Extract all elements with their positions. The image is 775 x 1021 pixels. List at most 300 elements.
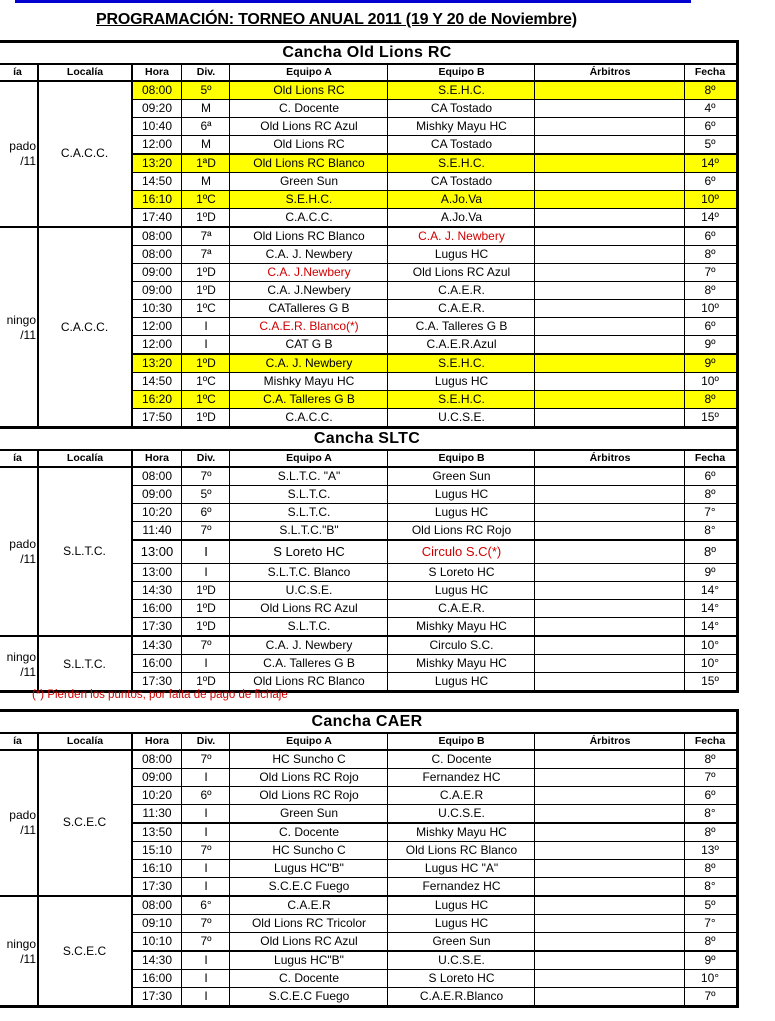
table-row <box>133 521 736 539</box>
cell-b: U.C.S.E. <box>438 410 485 424</box>
cell-fecha: 6º <box>704 229 716 243</box>
cell-fecha: 10° <box>700 971 720 985</box>
cell-hora: 11:40 <box>142 523 172 537</box>
table-row <box>133 877 736 895</box>
day-block <box>0 895 736 1005</box>
cell-fecha: 6º <box>704 788 716 802</box>
header-divider <box>37 451 39 466</box>
header-divider <box>181 65 182 80</box>
cell-a: Old Lions RC Rojo <box>259 770 359 784</box>
cell-div: 7º <box>200 843 212 857</box>
cell-fecha: 8° <box>704 523 716 537</box>
header-divider <box>229 451 230 466</box>
table-row <box>133 190 736 208</box>
cell-div: M <box>201 101 211 115</box>
column-divider <box>387 751 388 1005</box>
table-row <box>133 932 736 950</box>
locality-label: C.A.C.C. <box>60 146 109 160</box>
cell-fecha: 13º <box>701 843 719 857</box>
court-section-sltc <box>0 426 739 693</box>
day-label-line: /11 <box>20 552 36 566</box>
day-label <box>0 139 36 169</box>
header-equipo_b: Equipo B <box>438 735 485 747</box>
cell-b: Lugus HC <box>434 674 489 688</box>
header-divider <box>684 451 685 466</box>
cell-hora: 11:30 <box>142 806 172 820</box>
cell-a: S.L.T.C. <box>287 487 331 501</box>
header-divider <box>534 65 535 80</box>
court-section-old-lions <box>0 40 739 429</box>
cell-b: Lugus HC <box>434 374 489 388</box>
cell-hora: 09:00 <box>141 283 173 297</box>
header-fecha: Fecha <box>694 735 726 747</box>
table-row <box>133 969 736 987</box>
cell-hora: 17:30 <box>141 619 173 633</box>
cell-a: Old Lions RC <box>273 83 345 97</box>
cell-div: I <box>204 565 208 579</box>
cell-a: C.A.E.R. Blanco(*) <box>259 319 359 333</box>
header-divider <box>229 65 230 80</box>
column-divider <box>37 82 39 426</box>
cell-a: Green Sun <box>279 806 339 820</box>
header-fecha: Fecha <box>694 66 726 78</box>
cell-fecha: 10º <box>701 192 719 206</box>
cell-div: I <box>204 337 208 351</box>
cell-fecha: 8º <box>704 487 716 501</box>
cell-fecha: 9º <box>704 337 716 351</box>
cell-b: S Loreto HC <box>428 565 495 579</box>
court-title: Cancha Old Lions RC <box>0 43 736 65</box>
cell-a: CAT G B <box>285 337 333 351</box>
header-divider <box>229 734 230 749</box>
day-label-line: pado <box>9 139 36 153</box>
cell-b: Mishky Mayu HC <box>416 619 507 633</box>
cell-div: 1ºD <box>196 265 216 279</box>
cell-hora: 13:20 <box>141 356 173 370</box>
cell-hora: 10:30 <box>141 301 173 315</box>
cell-fecha: 14° <box>700 601 720 615</box>
table-row <box>133 299 736 317</box>
cell-div: 1ºD <box>196 601 216 615</box>
cell-a: S.L.T.C. <box>287 619 331 633</box>
column-divider <box>229 468 230 690</box>
cell-hora: 10:20 <box>141 505 173 519</box>
cell-b: C.A.E.R.Blanco <box>419 989 504 1003</box>
cell-a: S.C.E.C Fuego <box>268 879 350 893</box>
cell-b: Lugus HC <box>434 898 489 912</box>
cell-hora: 16:10 <box>141 192 173 206</box>
cell-a: HC Suncho C <box>272 843 346 857</box>
column-divider <box>37 468 39 690</box>
cell-a: Old Lions RC <box>273 137 345 151</box>
cell-hora: 10:10 <box>141 934 173 948</box>
locality-label: S.L.T.C. <box>63 544 106 558</box>
cell-div: I <box>204 770 208 784</box>
cell-fecha: 8º <box>704 392 716 406</box>
cell-fecha: 8º <box>704 544 716 559</box>
table-row <box>133 581 736 599</box>
cell-a: C.A.C.C. <box>285 210 333 224</box>
day-block <box>0 82 736 226</box>
column-divider <box>229 82 230 426</box>
cell-div: 5º <box>200 83 212 97</box>
header-equipo_b: Equipo B <box>438 452 485 464</box>
header-divider <box>387 451 388 466</box>
cell-fecha: 15º <box>701 410 719 424</box>
cell-b: Old Lions RC Blanco <box>405 843 518 857</box>
cell-div: 6ª <box>200 119 212 133</box>
cell-a: S.L.T.C. Blanco <box>267 565 351 579</box>
cell-b: Lugus HC <box>434 487 489 501</box>
header-divider <box>387 734 388 749</box>
table-row <box>133 390 736 408</box>
cell-fecha: 5º <box>704 898 716 912</box>
cell-a: C.A. J.Newbery <box>267 265 351 279</box>
cell-a: C.A.C.C. <box>285 410 333 424</box>
cell-div: 7ª <box>200 229 212 243</box>
header-divider <box>684 734 685 749</box>
cell-b: Green Sun <box>432 934 491 948</box>
header-div: Div. <box>196 735 216 747</box>
cell-hora: 08:00 <box>141 247 173 261</box>
header-hora: Hora <box>145 735 169 747</box>
header-equipo_a: Equipo A <box>286 66 332 78</box>
cell-b: A.Jo.Va <box>440 210 483 224</box>
cell-a: Lugus HC"B" <box>274 953 344 967</box>
cell-fecha: 10º <box>701 301 719 315</box>
cell-div: 7º <box>200 916 212 930</box>
cell-hora: 12:00 <box>141 319 173 333</box>
cell-fecha: 5º <box>704 137 716 151</box>
header-hora: Hora <box>145 66 169 78</box>
cell-b: Lugus HC "A" <box>424 861 499 875</box>
cell-a: Old Lions RC Azul <box>260 601 358 615</box>
cell-fecha: 8º <box>704 283 716 297</box>
header-arbitros: Árbitros <box>589 735 631 747</box>
table-row <box>133 317 736 335</box>
table-row <box>133 539 736 563</box>
table-row <box>133 859 736 877</box>
cell-hora: 08:00 <box>141 229 173 243</box>
table-row <box>133 208 736 226</box>
cell-hora: 09:20 <box>141 101 173 115</box>
cell-fecha: 8º <box>704 83 716 97</box>
header-equipo_a: Equipo A <box>286 735 332 747</box>
column-divider <box>684 751 685 1005</box>
table-row <box>133 353 736 372</box>
cell-div: 7º <box>200 469 212 483</box>
cell-b: C.A.E.R. <box>438 301 485 315</box>
cell-hora: 16:00 <box>141 971 173 985</box>
cell-b: S.E.H.C. <box>438 83 485 97</box>
cell-fecha: 6º <box>704 469 716 483</box>
cell-fecha: 8° <box>704 879 716 893</box>
cell-div: I <box>204 861 208 875</box>
cell-b: S.E.H.C. <box>438 356 485 370</box>
cell-hora: 08:00 <box>141 83 173 97</box>
table-row <box>133 914 736 932</box>
header-divider <box>181 451 182 466</box>
column-divider <box>131 468 133 690</box>
header-dia: ía <box>13 66 22 78</box>
cell-a: S Loreto HC <box>273 544 345 559</box>
page-title: PROGRAMACIÓN: TORNEO ANUAL 2011 (19 Y 20 de Noviembre) <box>96 11 577 28</box>
table-header <box>0 734 736 751</box>
header-localia: Localía <box>66 452 104 464</box>
cell-a: Old Lions RC Blanco <box>253 229 365 243</box>
day-label-line: ningo <box>6 937 36 951</box>
header-arbitros: Árbitros <box>589 66 631 78</box>
cell-b: CA Tostado <box>430 101 493 115</box>
cell-a: C.A.E.R <box>287 898 331 912</box>
cell-div: 1ºC <box>196 192 216 206</box>
cell-a: C. Docente <box>278 101 340 115</box>
cell-fecha: 9º <box>704 565 716 579</box>
cell-fecha: 7º <box>704 989 716 1003</box>
cell-fecha: 7º <box>704 770 716 784</box>
table-row <box>133 135 736 153</box>
cell-div: 1ºD <box>196 356 216 370</box>
cell-hora: 14:50 <box>141 374 173 388</box>
cell-a: C.A. Talleres G B <box>263 656 355 670</box>
day-label-line: /11 <box>20 328 36 342</box>
cell-hora: 08:00 <box>141 752 173 766</box>
cell-b: S.E.H.C. <box>438 156 485 170</box>
cell-hora: 15:10 <box>141 843 173 857</box>
cell-div: I <box>204 544 208 559</box>
cell-fecha: 7° <box>704 916 716 930</box>
cell-a: U.C.S.E. <box>285 583 333 597</box>
cell-b: C.A.E.R. <box>438 283 485 297</box>
column-divider <box>387 82 388 426</box>
cell-a: C.A. J. Newbery <box>265 247 353 261</box>
header-fecha: Fecha <box>694 452 726 464</box>
table-row <box>133 335 736 353</box>
cell-hora: 13:20 <box>141 156 173 170</box>
header-divider <box>131 451 133 466</box>
cell-b: C.A.E.R.Azul <box>426 337 497 351</box>
cell-b: C.A. J. Newbery <box>418 229 505 243</box>
cell-b: A.Jo.Va <box>440 192 483 206</box>
cell-fecha: 10° <box>700 638 720 652</box>
cell-hora: 08:00 <box>141 469 173 483</box>
cell-hora: 16:00 <box>141 656 173 670</box>
cell-div: 1ºD <box>196 619 216 633</box>
cell-hora: 16:20 <box>141 392 173 406</box>
header-divider <box>37 65 39 80</box>
cell-div: I <box>204 825 208 839</box>
cell-a: HC Suncho C <box>272 752 346 766</box>
cell-hora: 08:00 <box>141 898 173 912</box>
header-divider <box>387 65 388 80</box>
cell-a: C.A. J.Newbery <box>267 283 351 297</box>
cell-fecha: 6º <box>704 119 716 133</box>
cell-b: C. Docente <box>431 752 492 766</box>
cell-fecha: 9º <box>704 356 716 370</box>
cell-a: C. Docente <box>278 971 340 985</box>
locality-label: S.L.T.C. <box>63 657 106 671</box>
table-row <box>133 82 736 99</box>
cell-hora: 14:30 <box>141 583 173 597</box>
cell-b: Mishky Mayu HC <box>416 825 507 839</box>
day-block <box>0 468 736 635</box>
cell-hora: 12:00 <box>141 137 173 151</box>
header-dia: ía <box>13 452 22 464</box>
cell-a: Old Lions RC Blanco <box>253 156 365 170</box>
cell-fecha: 8º <box>704 861 716 875</box>
cell-div: 1ºC <box>196 301 216 315</box>
day-label-line: /11 <box>20 154 36 168</box>
cell-div: 7º <box>200 523 212 537</box>
day-label-line: pado <box>9 808 36 822</box>
column-divider <box>684 82 685 426</box>
cell-a: S.E.H.C. <box>285 192 333 206</box>
table-row <box>133 786 736 804</box>
cell-fecha: 10° <box>700 656 720 670</box>
cell-b: Green Sun <box>432 469 491 483</box>
header-divider <box>684 65 685 80</box>
cell-b: S Loreto HC <box>428 971 495 985</box>
table-row <box>133 897 736 914</box>
cell-div: I <box>204 319 208 333</box>
table-row <box>133 263 736 281</box>
day-label <box>0 937 36 967</box>
cell-a: Old Lions RC Tricolor <box>251 916 367 930</box>
day-label <box>0 650 36 680</box>
cell-a: Old Lions RC Azul <box>260 119 358 133</box>
table-header <box>0 451 736 468</box>
header-divider <box>37 734 39 749</box>
column-divider <box>131 751 133 1005</box>
day-label-line: /11 <box>20 665 36 679</box>
table-row <box>133 637 736 654</box>
table-row <box>133 654 736 672</box>
locality-label: S.C.E.C <box>62 815 107 829</box>
table-row <box>133 599 736 617</box>
column-divider <box>534 751 535 1005</box>
cell-b: Lugus HC <box>434 505 489 519</box>
table-row <box>133 372 736 390</box>
table-body <box>0 82 736 426</box>
table-row <box>133 841 736 859</box>
cell-div: 7º <box>200 638 212 652</box>
cell-b: Lugus HC <box>434 247 489 261</box>
cell-hora: 09:00 <box>141 770 173 784</box>
table-row <box>133 822 736 841</box>
table-header <box>0 65 736 82</box>
table-row <box>133 281 736 299</box>
header-divider <box>131 65 133 80</box>
cell-b: Mishky Mayu HC <box>416 656 507 670</box>
cell-b: Circulo S.C. <box>429 638 494 652</box>
cell-div: I <box>204 879 208 893</box>
cell-fecha: 10º <box>701 374 719 388</box>
cell-div: 1ªD <box>196 156 216 170</box>
cell-a: C. Docente <box>278 825 340 839</box>
cell-hora: 13:00 <box>141 565 173 579</box>
day-block <box>0 635 736 690</box>
table-row <box>133 503 736 521</box>
cell-hora: 17:50 <box>141 410 173 424</box>
column-divider <box>131 82 133 426</box>
table-row <box>133 99 736 117</box>
cell-fecha: 8º <box>704 247 716 261</box>
cell-div: 6º <box>200 505 212 519</box>
cell-a: S.C.E.C Fuego <box>268 989 350 1003</box>
table-row <box>133 172 736 190</box>
table-row <box>133 751 736 768</box>
column-divider <box>229 751 230 1005</box>
header-equipo_a: Equipo A <box>286 452 332 464</box>
table-row <box>133 563 736 581</box>
cell-fecha: 9º <box>704 953 716 967</box>
cell-hora: 09:00 <box>141 487 173 501</box>
cell-b: Fernandez HC <box>422 770 501 784</box>
cell-div: I <box>204 953 208 967</box>
cell-fecha: 4º <box>704 101 716 115</box>
table-row <box>133 408 736 426</box>
cell-b: CA Tostado <box>430 137 493 151</box>
column-divider <box>684 468 685 690</box>
cell-hora: 09:10 <box>141 916 173 930</box>
cell-hora: 09:00 <box>141 265 173 279</box>
table-row <box>133 228 736 245</box>
cell-a: Mishky Mayu HC <box>263 374 355 388</box>
day-block <box>0 751 736 895</box>
table-row <box>133 117 736 135</box>
court-title: Cancha SLTC <box>0 429 736 451</box>
cell-fecha: 7º <box>704 265 716 279</box>
cell-b: C.A. Talleres G B <box>415 319 508 333</box>
header-div: Div. <box>196 452 216 464</box>
cell-hora: 14:30 <box>141 953 173 967</box>
cell-hora: 12:00 <box>141 337 173 351</box>
header-divider <box>181 734 182 749</box>
cell-a: CATalleres G B <box>268 301 350 315</box>
cell-a: S.L.T.C. <box>287 505 331 519</box>
cell-a: S.L.T.C."B" <box>279 523 339 537</box>
cell-a: Lugus HC"B" <box>274 861 344 875</box>
cell-hora: 14:50 <box>141 174 173 188</box>
cell-div: I <box>204 806 208 820</box>
table-row <box>133 153 736 172</box>
cell-fecha: 6º <box>704 319 716 333</box>
column-divider <box>181 468 182 690</box>
table-body <box>0 751 736 1005</box>
cell-div: 5º <box>200 487 212 501</box>
cell-div: 1ºC <box>196 374 216 388</box>
cell-a: C.A. J. Newbery <box>265 638 353 652</box>
table-body <box>0 468 736 690</box>
court-title: Cancha CAER <box>0 712 736 734</box>
cell-b: U.C.S.E. <box>438 953 485 967</box>
cell-b: Circulo S.C(*) <box>421 544 502 559</box>
column-divider <box>387 468 388 690</box>
cell-a: Old Lions RC Azul <box>260 934 358 948</box>
footnote: (*) Pierden los puntos, por falta de pago de fichaje <box>32 689 288 701</box>
cell-hora: 17:30 <box>141 879 173 893</box>
cell-hora: 10:40 <box>141 119 173 133</box>
cell-hora: 14:30 <box>141 638 173 652</box>
header-localia: Localía <box>66 66 104 78</box>
cell-b: Lugus HC <box>434 583 489 597</box>
top-rule <box>15 0 691 3</box>
court-section-caer <box>0 709 739 1008</box>
day-label-line: /11 <box>20 952 36 966</box>
cell-b: S.E.H.C. <box>438 392 485 406</box>
table-row <box>133 485 736 503</box>
table-row <box>133 950 736 969</box>
